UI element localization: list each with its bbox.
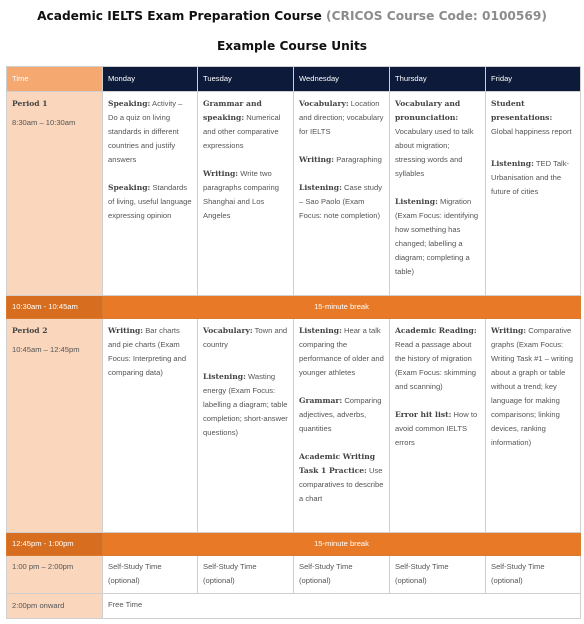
period-1-row xyxy=(7,92,581,296)
period-1-thursday-cell xyxy=(390,92,486,296)
self-study-wednesday: Self-Study Time (optional) xyxy=(294,556,390,594)
unit-entry: Error hit list: How to avoid common IELTS errors xyxy=(395,410,478,447)
unit-entry: Student presentations: Global happiness report xyxy=(491,99,572,136)
schedule-table xyxy=(6,66,581,619)
period-2-label: Period 2 xyxy=(12,326,48,335)
break-2-label: 15-minute break xyxy=(103,533,581,556)
period-2-thursday-cell xyxy=(390,319,486,533)
page-subtitle: Example Course Units xyxy=(216,39,368,53)
column-header-tuesday: Tuesday xyxy=(198,67,294,92)
period-1-label: Period 1 xyxy=(12,99,48,108)
column-header-wednesday: Wednesday xyxy=(294,67,390,92)
unit-entry: Speaking: Standards of living, useful language expressing opinion xyxy=(108,183,192,220)
course-code: (CRICOS Course Code: 0100569) xyxy=(326,9,547,23)
period-2-row xyxy=(7,319,581,533)
unit-entry: Vocabulary: Town and country xyxy=(203,326,288,349)
period-1-time-cell xyxy=(7,92,103,296)
free-time-label: Free Time xyxy=(103,594,581,619)
break-2-time: 12:45pm - 1:00pm xyxy=(7,533,103,556)
unit-entry: Grammar: Comparing adjectives, adverbs, quantities xyxy=(299,396,382,433)
unit-entry: Vocabulary and pronunciation: Vocabulary used to talk about migration; stressing words and syllables xyxy=(395,99,474,178)
self-study-time: 1:00 pm – 2:00pm xyxy=(7,556,103,594)
free-time-row xyxy=(7,594,581,619)
column-header-time: Time xyxy=(7,67,103,92)
period-1-friday-cell xyxy=(486,92,581,296)
course-title xyxy=(0,9,584,23)
unit-entry: Grammar and speaking: Numerical and other comparative expressions xyxy=(203,99,281,150)
break-1-time: 10:30am - 10:45am xyxy=(7,296,103,319)
self-study-friday: Self-Study Time (optional) xyxy=(486,556,581,594)
unit-entry: Writing: Paragraphing xyxy=(299,155,382,164)
unit-entry: Writing: Comparative graphs (Exam Focus: Writing Task #1 – writing about a graph or table without a trend; key language for making comparisons; linking devices, ranking information) xyxy=(491,326,574,447)
unit-entry: Listening: Case study – Sao Paolo (Exam Focus: note completion) xyxy=(299,183,382,220)
header-row xyxy=(7,67,581,92)
unit-entry: Academic Reading: Read a passage about the history of migration (Exam Focus: skimming and scanning) xyxy=(395,326,477,391)
unit-entry: Listening: Wasting energy (Exam Focus: labelling a diagram; table completion; short-answer questions) xyxy=(203,372,288,437)
column-header-thursday: Thursday xyxy=(390,67,486,92)
period-2-time: 10:45am – 12:45pm xyxy=(12,345,80,354)
period-2-monday-cell xyxy=(103,319,198,533)
free-time-time: 2:00pm onward xyxy=(7,594,103,619)
self-study-thursday: Self-Study Time (optional) xyxy=(390,556,486,594)
period-1-wednesday-cell xyxy=(294,92,390,296)
period-1-tuesday-cell xyxy=(198,92,294,296)
period-1-monday-cell xyxy=(103,92,198,296)
course-title-main: Academic IELTS Exam Preparation Course xyxy=(37,9,322,23)
column-header-monday: Monday xyxy=(103,67,198,92)
self-study-tuesday: Self-Study Time (optional) xyxy=(198,556,294,594)
period-2-wednesday-cell xyxy=(294,319,390,533)
unit-entry: Writing: Bar charts and pie charts (Exam Focus: Interpreting and comparing data) xyxy=(108,326,187,377)
break-row-1 xyxy=(7,296,581,319)
column-header-friday: Friday xyxy=(486,67,581,92)
period-2-time-cell xyxy=(7,319,103,533)
self-study-row xyxy=(7,556,581,594)
unit-entry: Listening: Migration (Exam Focus: identifying how something has changed; labelling a diagram; completing a table) xyxy=(395,197,479,276)
self-study-monday: Self-Study Time (optional) xyxy=(103,556,198,594)
unit-entry: Vocabulary: Location and direction; vocabulary for IELTS xyxy=(299,99,384,136)
unit-entry: Speaking: Activity – Do a quiz on living standards in different countries and justify answers xyxy=(108,99,183,164)
unit-entry: Writing: Write two paragraphs comparing Shanghai and Los Angeles xyxy=(203,169,279,220)
unit-entry: Listening: Hear a talk comparing the performance of older and younger athletes xyxy=(299,326,384,377)
period-2-friday-cell xyxy=(486,319,581,533)
unit-entry: Academic Writing Task 1 Practice: Use comparatives to describe a chart xyxy=(299,452,384,503)
unit-entry: Listening: TED Talk- Urbanisation and the future of cities xyxy=(491,159,570,196)
break-row-2 xyxy=(7,533,581,556)
break-1-label: 15-minute break xyxy=(103,296,581,319)
period-2-tuesday-cell xyxy=(198,319,294,533)
period-1-time: 8:30am – 10:30am xyxy=(12,118,76,127)
